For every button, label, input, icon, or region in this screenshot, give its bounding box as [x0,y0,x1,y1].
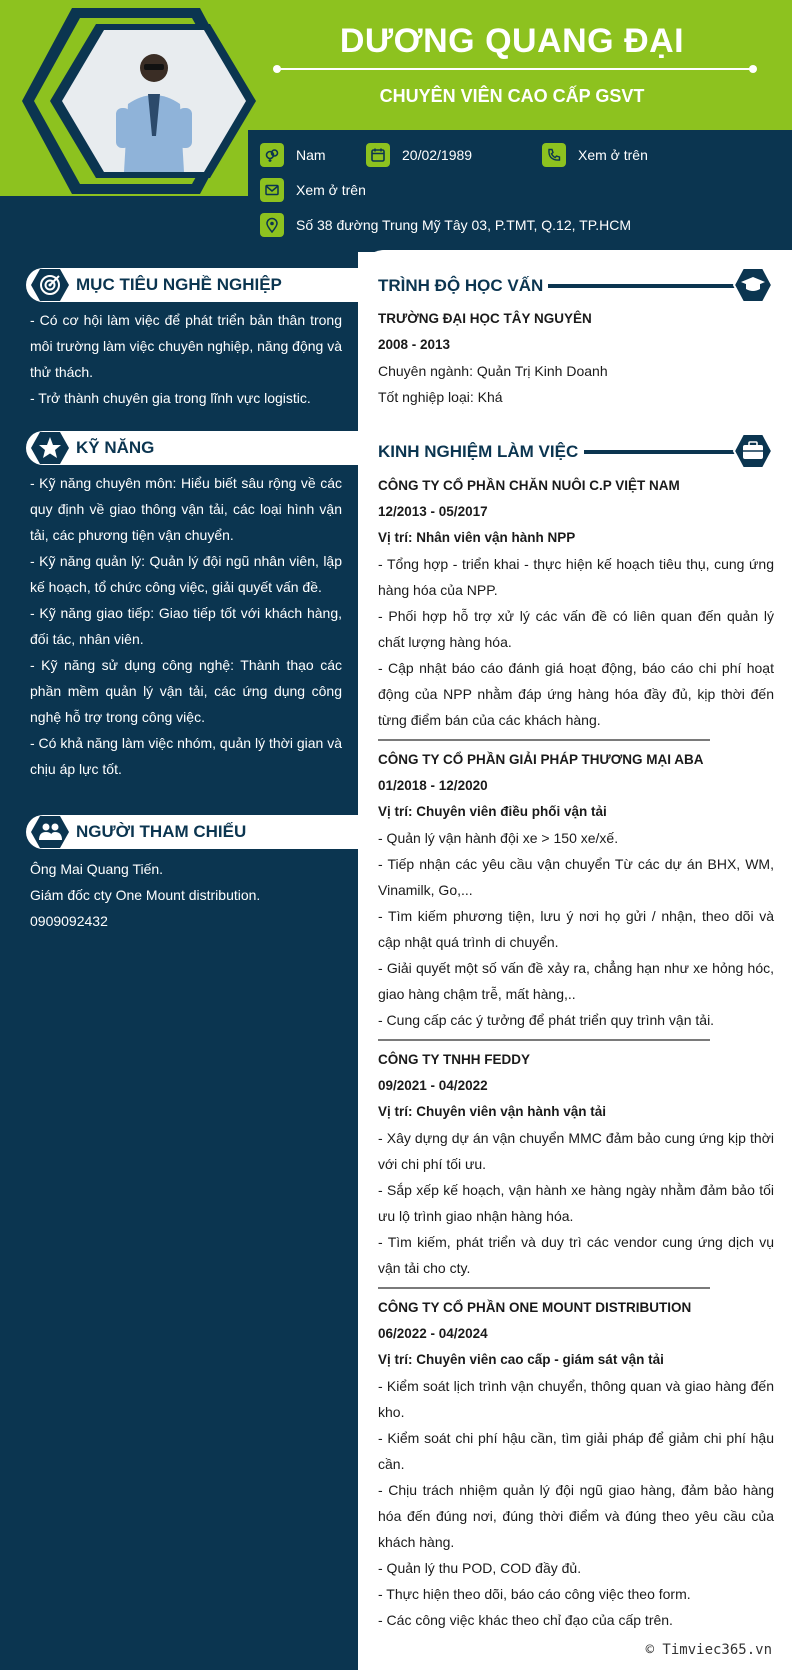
job-duty: - Quản lý thu POD, COD đầy đủ. [378,1560,582,1576]
avatar-frame [20,6,260,196]
education-header [378,266,774,306]
education-major: Chuyên ngành: Quản Trị Kinh Doanh [378,363,608,379]
job-duty: - Giải quyết một số vấn đề xảy ra, chẳng hạn như xe hỏng hóc, giao hàng chậm trễ, mất hàng,.. [378,960,774,1002]
job-period: 01/2018 - 12/2020 [378,778,488,793]
education-divider [548,284,738,288]
calendar-icon [366,143,390,167]
objective-line: - Có cơ hội làm việc để phát triển bản thân trong môi trường làm việc chuyên nghiệp, năng động và thử thách. [30,312,342,380]
job-position: Vị trí: Chuyên viên cao cấp - giám sát vận tải [378,1352,664,1367]
job-company: CÔNG TY TNHH FEDDY [378,1052,531,1067]
job-duty: - Các công việc khác theo chỉ đạo của cấp trên. [378,1612,673,1628]
title-divider [275,68,755,70]
job-duty: - Xây dựng dự án vận chuyển MMC đảm bảo cung ứng kịp thời với chi phí tối ưu. [378,1130,774,1172]
right-edge [792,0,800,1670]
job-duty: - Tìm kiếm phương tiện, lưu ý nơi họ gửi / nhận, theo dõi và cập nhật quá trình di chuyển. [378,908,774,950]
location-icon [260,213,284,237]
contact-gender [260,143,326,167]
reference-line: 0909092432 [30,913,108,929]
job-separator [378,739,710,741]
references-title: NGƯỜI THAM CHIẾU [76,822,247,841]
skill-line: - Kỹ năng chuyên môn: Hiểu biết sâu rộng về các quy định về giao thông vận tải, các loại hình vận tải, các phương tiện vận chuyển. [30,475,342,543]
job-entry [378,1295,774,1633]
job-period: 09/2021 - 04/2022 [378,1078,488,1093]
skills-title: KỸ NĂNG [76,438,155,457]
job-period: 06/2022 - 04/2024 [378,1326,488,1341]
footer-watermark: © Timviec365.vn [645,1642,772,1658]
job-duty: - Thực hiện theo dõi, báo cáo công việc theo form. [378,1586,691,1602]
experience-divider [584,450,738,454]
experience-title: KINH NGHIỆM LÀM VIỆC [378,442,579,461]
skill-line: - Kỹ năng sử dụng công nghệ: Thành thạo các phần mềm quản lý vận tải, các ứng dụng công nghệ hỗ trợ trong công việc. [30,657,342,725]
job-position: Vị trí: Nhân viên vận hành NPP [378,530,576,545]
skill-line: - Kỹ năng quản lý: Quản lý đội ngũ nhân viên, lập kế hoạch, tổ chức công việc, giải quyết vấn đề. [30,553,342,595]
candidate-name: DƯƠNG QUANG ĐẠI [339,22,685,60]
job-company: CÔNG TY CỔ PHẦN ONE MOUNT DISTRIBUTION [378,1300,692,1315]
job-duty: - Cập nhật báo cáo đánh giá hoạt động, báo cáo chi phí hoạt động của NPP nhằm đáp ứng hàng hóa đầy đủ, kịp thời đến từng điểm bán của các khách hàng. [378,660,774,728]
education-title: TRÌNH ĐỘ HỌC VẤN [378,276,544,295]
skill-line: - Kỹ năng giao tiếp: Giao tiếp tốt với khách hàng, đối tác, nhân viên. [30,605,342,647]
job-entry [378,747,774,1033]
job-duty: - Kiểm soát lịch trình vận chuyển, thông quan và giao hàng đến kho. [378,1378,774,1420]
graduation-cap-icon [732,266,774,304]
job-duty: - Kiểm soát chi phí hậu cần, tìm giải pháp để giảm chi phí hậu cần. [378,1430,774,1472]
job-title: CHUYÊN VIÊN CAO CẤP GSVT [379,86,645,106]
address-value: Số 38 đường Trung Mỹ Tây 03, P.TMT, Q.12, TP.HCM [296,217,631,233]
briefcase-icon [732,432,774,470]
contact-address [260,213,631,237]
gender-value: Nam [296,147,326,163]
experience-content [378,473,774,1633]
target-icon [30,268,70,302]
references-text [30,856,342,934]
job-separator [378,1039,710,1041]
contact-phone [542,143,648,167]
job-entry [378,473,774,733]
dob-value: 20/02/1989 [402,147,473,163]
skills-text [30,470,342,782]
job-position: Vị trí: Chuyên viên điều phối vận tải [378,804,607,819]
skills-header [26,431,358,465]
job-company: CÔNG TY CỔ PHẦN GIẢI PHÁP THƯƠNG MẠI ABA [378,752,704,767]
job-period: 12/2013 - 05/2017 [378,504,488,519]
education-content [378,306,774,410]
phone-icon [542,143,566,167]
contact-dob [366,143,472,167]
gender-icon [260,143,284,167]
email-icon [260,178,284,202]
job-duty: - Sắp xếp kế hoạch, vận hành xe hàng ngày nhằm đảm bảo tối ưu lộ trình giao nhận hàng hóa. [378,1182,774,1224]
skill-line: - Có khả năng làm việc nhóm, quản lý thời gian và chịu áp lực tốt. [30,735,342,777]
email-value: Xem ở trên [296,182,366,198]
star-icon [30,431,70,465]
people-icon [30,815,70,849]
objective-title: MỤC TIÊU NGHỀ NGHIỆP [76,275,282,294]
job-duty: - Tiếp nhận các yêu cầu vận chuyển Từ các dự án BHX, WM, Vinamilk, Go,... [378,856,774,898]
objective-text [30,307,342,411]
job-separator [378,1287,710,1289]
job-duty: - Tổng hợp - triển khai - thực hiện kế hoạch tiêu thụ, cung ứng hàng hóa của NPP. [378,556,774,598]
objective-line: - Trở thành chuyên gia trong lĩnh vực logistic. [30,390,311,406]
contact-email [260,178,366,202]
job-duty: - Quản lý vận hành đội xe > 150 xe/xế. [378,830,619,846]
job-entry [378,1047,774,1281]
phone-value: Xem ở trên [578,147,648,163]
job-company: CÔNG TY CỔ PHẦN CHĂN NUÔI C.P VIỆT NAM [378,478,680,493]
objective-header [26,268,358,302]
experience-header [378,432,774,472]
references-header [26,815,358,849]
school-name: TRƯỜNG ĐẠI HỌC TÂY NGUYÊN [378,311,592,326]
education-grade: Tốt nghiệp loại: Khá [378,389,503,405]
job-duty: - Phối hợp hỗ trợ xử lý các vấn đề có liên quan đến quản lý chất lượng hàng hóa. [378,608,774,650]
education-years: 2008 - 2013 [378,337,451,352]
job-duty: - Tìm kiếm, phát triển và duy trì các vendor cung ứng dịch vụ vận tải cho cty. [378,1234,774,1276]
job-duty: - Chịu trách nhiệm quản lý đội ngũ giao hàng, đảm bảo hàng hóa đến đúng nơi, đúng thời điểm và đúng theo yêu cầu của khách hàng. [378,1482,774,1550]
reference-line: Ông Mai Quang Tiến. [30,861,164,877]
reference-line: Giám đốc cty One Mount distribution. [30,887,261,903]
job-duty: - Cung cấp các ý tưởng để phát triển quy trình vận tải. [378,1012,715,1028]
job-position: Vị trí: Chuyên viên vận hành vận tải [378,1104,607,1119]
